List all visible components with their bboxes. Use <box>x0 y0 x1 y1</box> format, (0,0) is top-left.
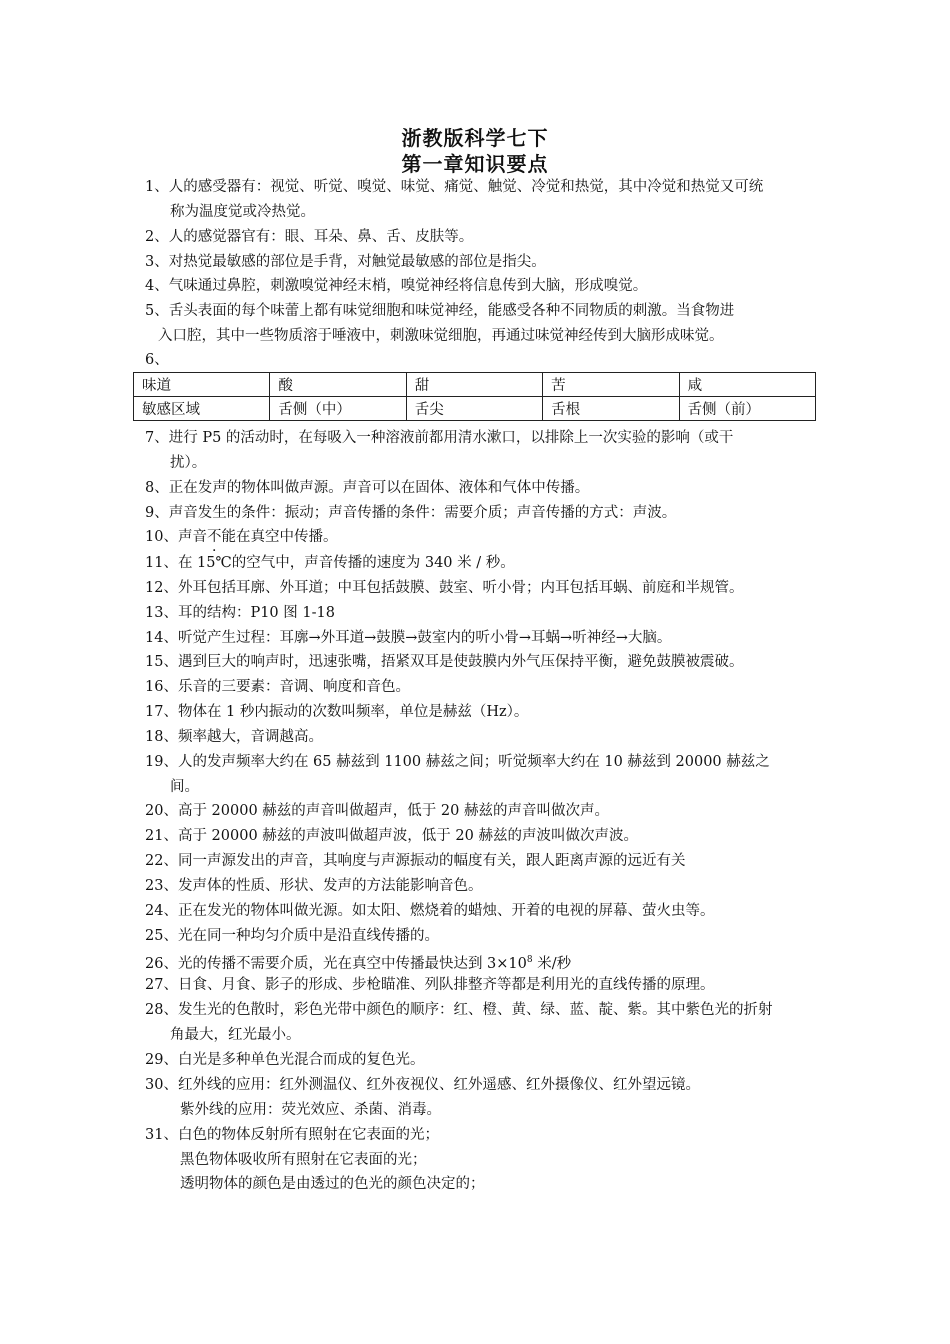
item-10-emphasis: 不 <box>206 529 222 545</box>
item-8: 8、正在发声的物体叫做声源。声音可以在固体、液体和气体中传播。 <box>145 480 590 496</box>
taste-table <box>133 372 816 421</box>
item-27: 27、日食、月食、影子的形成、步枪瞄准、列队排整齐等都是利用光的直线传播的原理。 <box>145 977 715 993</box>
item-19: 19、人的发声频率大约在 65 赫兹到 1100 赫兹之间；听觉频率大约在 10 赫兹到 20000 赫兹之 <box>145 754 770 770</box>
item-23: 23、发声体的性质、形状、发声的方法能影响音色。 <box>145 878 483 894</box>
item-28: 28、发生光的色散时，彩色光带中颜色的顺序：红、橙、黄、绿、蓝、靛、紫。其中紫色光的折射 <box>145 1002 773 1018</box>
item-22: 22、同一声源发出的声音，其响度与声源振动的幅度有关，跟人距离声源的远近有关 <box>145 853 686 869</box>
table-row <box>134 397 816 421</box>
table-cell: 味道 <box>134 373 270 397</box>
table-cell: 甜 <box>406 373 542 397</box>
table-cell: 舌尖 <box>406 397 542 421</box>
document-subtitle: 第一章知识要点 <box>401 152 549 176</box>
item-14: 14、听觉产生过程：耳廓→外耳道→鼓膜→鼓室内的听小骨→耳蜗→听神经→大脑。 <box>145 630 672 646</box>
item-30: 30、红外线的应用：红外测温仪、红外夜视仪、红外遥感、红外摄像仪、红外望远镜。 <box>145 1077 700 1093</box>
item-16: 16、乐音的三要素：音调、响度和音色。 <box>145 679 410 695</box>
table-cell: 舌侧（中） <box>270 397 406 421</box>
item-15: 15、遇到巨大的响声时，迅速张嘴，捂紧双耳是使鼓膜内外气压保持平衡，避免鼓膜被震破。 <box>145 654 744 670</box>
item-26-post: 米/秒 <box>532 955 572 972</box>
table-row <box>134 373 816 397</box>
item-31: 31、白色的物体反射所有照射在它表面的光； <box>145 1127 439 1143</box>
document-title: 浙教版科学七下 <box>401 126 549 150</box>
item-6: 6、 <box>145 352 169 368</box>
table-cell: 敏感区域 <box>134 397 270 421</box>
item-1: 1、人的感受器有：视觉、听觉、嗅觉、味觉、痛觉、触觉、冷觉和热觉，其中冷觉和热觉又可统 <box>145 179 764 195</box>
table-cell: 咸 <box>679 373 815 397</box>
item-21: 21、高于 20000 赫兹的声波叫做超声波，低于 20 赫兹的声波叫做次声波。 <box>145 828 638 844</box>
item-26-pre: 26、光的传播不需要介质，光在真空中传播最快达到 3×10 <box>145 955 527 972</box>
item-1-cont: 称为温度觉或冷热觉。 <box>170 204 315 220</box>
item-26-superscript: 8 <box>526 955 533 965</box>
table-cell: 舌根 <box>543 397 679 421</box>
item-2: 2、人的感觉器官有：眼、耳朵、鼻、舌、皮肤等。 <box>145 229 474 245</box>
item-24: 24、正在发光的物体叫做光源。如太阳、燃烧着的蜡烛、开着的电视的屏幕、萤火虫等。 <box>145 903 715 919</box>
item-11: 11、在 15℃的空气中，声音传播的速度为 340 米 / 秒。 <box>145 555 515 571</box>
item-5: 5、舌头表面的每个味蕾上都有味觉细胞和味觉神经，能感受各种不同物质的刺激。当食物进 <box>145 303 735 319</box>
item-12: 12、外耳包括耳廓、外耳道；中耳包括鼓膜、鼓室、听小骨；内耳包括耳蜗、前庭和半规管。 <box>145 580 744 596</box>
item-28-cont: 角最大，红光最小。 <box>170 1027 301 1043</box>
item-20: 20、高于 20000 赫兹的声音叫做超声，低于 20 赫兹的声音叫做次声。 <box>145 803 609 819</box>
item-19-cont: 间。 <box>170 779 199 795</box>
table-cell: 苦 <box>543 373 679 397</box>
item-18: 18、频率越大，音调越高。 <box>145 729 323 745</box>
table-cell: 舌侧（前） <box>679 397 815 421</box>
item-10 <box>145 527 815 547</box>
item-13: 13、耳的结构：P10 图 1-18 <box>145 605 335 621</box>
item-17: 17、物体在 1 秒内振动的次数叫频率，单位是赫兹（Hz）。 <box>145 704 529 720</box>
item-25: 25、光在同一种均匀介质中是沿直线传播的。 <box>145 928 439 944</box>
item-9: 9、声音发生的条件：振动；声音传播的条件：需要介质；声音传播的方式：声波。 <box>145 505 677 521</box>
item-7-cont: 扰）。 <box>170 455 207 471</box>
item-10-pre: 10、声音 <box>145 529 207 545</box>
item-3: 3、对热觉最敏感的部位是手背，对触觉最敏感的部位是指尖。 <box>145 254 546 270</box>
item-31-cont-2: 透明物体的颜色是由透过的色光的颜色决定的； <box>180 1176 485 1192</box>
item-10-post: 能在真空中传播。 <box>221 529 338 545</box>
item-7: 7、进行 P5 的活动时，在每吸入一种溶液前都用清水漱口，以排除上一次实验的影响（或干 <box>145 430 734 446</box>
item-5-cont: 入口腔，其中一些物质溶于唾液中，刺激味觉细胞，再通过味觉神经传到大脑形成味觉。 <box>158 328 724 344</box>
item-30-cont: 紫外线的应用：荧光效应、杀菌、消毒。 <box>180 1102 441 1118</box>
item-4: 4、气味通过鼻腔，刺激嗅觉神经末梢，嗅觉神经将信息传到大脑，形成嗅觉。 <box>145 278 648 294</box>
item-31-cont-1: 黑色物体吸收所有照射在它表面的光； <box>180 1152 427 1168</box>
item-26 <box>145 950 815 974</box>
table-cell: 酸 <box>270 373 406 397</box>
item-29: 29、白光是多种单色光混合而成的复色光。 <box>145 1052 425 1068</box>
